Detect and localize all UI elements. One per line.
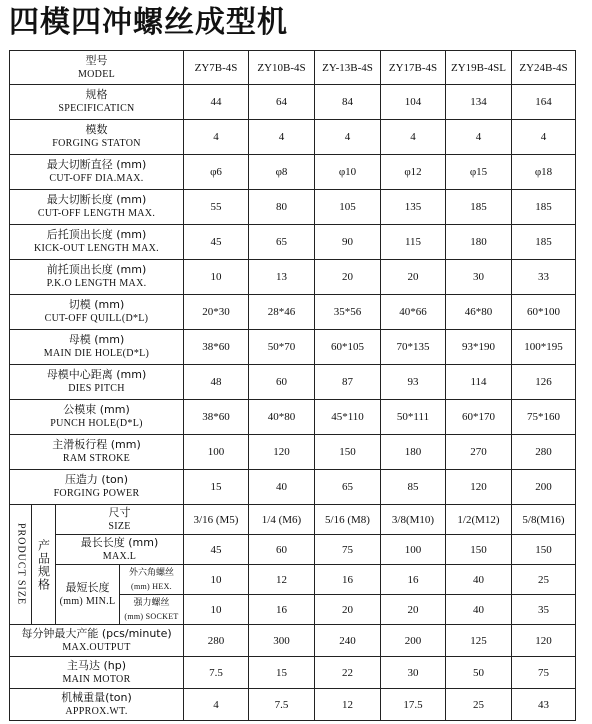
value-cell: 5/8(M16) — [512, 505, 576, 535]
value-cell: 93*190 — [446, 330, 512, 365]
spec-row — [10, 400, 576, 435]
value-cell: 100*195 — [512, 330, 576, 365]
spec-table — [9, 50, 576, 721]
row-label-zh: 每分钟最大产能 (pcs/minute) — [21, 626, 172, 640]
value-cell: 7.5 — [249, 689, 315, 721]
value-cell: 20 — [381, 260, 446, 295]
spec-row — [10, 225, 576, 260]
value-cell: 16 — [381, 565, 446, 595]
row-label-en: MAIN DIE HOLE(D*L) — [43, 348, 150, 359]
row-label — [10, 260, 184, 295]
maxlen-label-zh: 最长长度 (mm) — [80, 535, 159, 549]
socket-label-en: (mm) SOCKET — [124, 611, 179, 621]
row-label-zh: 切模 (mm) — [68, 298, 125, 311]
row-label-zh: 规格 — [85, 88, 108, 101]
spec-row — [10, 295, 576, 330]
value-cell: φ8 — [249, 155, 315, 190]
row-label-en: MAX.OUTPUT — [62, 641, 131, 653]
row-label — [10, 155, 184, 190]
hex-label — [120, 565, 184, 595]
model-header-en: MODEL — [77, 68, 116, 80]
value-cell: 43 — [512, 689, 576, 721]
row-label — [10, 657, 184, 689]
value-cell: 28*46 — [249, 295, 315, 330]
row-label-en: CUT-OFF LENGTH MAX. — [37, 208, 156, 219]
value-cell: 4 — [184, 689, 249, 721]
maxlen-label-en: MAX.L — [102, 550, 137, 562]
value-cell: 60*170 — [446, 400, 512, 435]
value-cell: 4 — [184, 120, 249, 155]
value-cell: 45 — [184, 225, 249, 260]
value-cell: 120 — [446, 470, 512, 505]
row-label-en: P.K.O LENGTH MAX. — [46, 278, 147, 289]
size-label-zh: 尺寸 — [108, 505, 131, 519]
value-cell: 17.5 — [381, 689, 446, 721]
spec-row — [10, 657, 576, 689]
size-label-en: SIZE — [108, 520, 131, 532]
value-cell: 40*80 — [249, 400, 315, 435]
hex-label-en: (mm) HEX. — [131, 581, 172, 591]
product-size-side-zh-cell — [32, 505, 56, 625]
row-label-zh: 压造力 (ton) — [64, 473, 129, 486]
minlen-label-en: (mm) MIN.L — [59, 595, 116, 607]
value-cell: 40 — [249, 470, 315, 505]
socket-label-zh: 强力螺丝 — [133, 597, 170, 608]
value-cell: 60*105 — [315, 330, 381, 365]
value-cell: 40 — [446, 565, 512, 595]
row-label-en: RAM STROKE — [62, 453, 131, 464]
product-size-side — [10, 505, 32, 625]
value-cell: 25 — [512, 565, 576, 595]
value-cell: 15 — [184, 470, 249, 505]
value-cell: 185 — [446, 190, 512, 225]
row-label-zh: 母模 (mm) — [68, 333, 125, 346]
value-cell: 150 — [512, 535, 576, 565]
value-cell: 35*56 — [315, 295, 381, 330]
value-cell: 115 — [381, 225, 446, 260]
value-cell: 65 — [315, 470, 381, 505]
value-cell: 185 — [512, 225, 576, 260]
size-label — [56, 505, 184, 535]
value-cell: 180 — [381, 435, 446, 470]
value-cell: 60*100 — [512, 295, 576, 330]
row-label-zh: 最大切断直径 (mm) — [46, 158, 147, 171]
row-label-en: APPROX.WT. — [65, 705, 128, 717]
value-cell: 33 — [512, 260, 576, 295]
value-cell: 280 — [184, 625, 249, 657]
row-label-zh: 模数 — [85, 123, 108, 136]
hex-label-zh: 外六角螺丝 — [128, 567, 174, 578]
value-cell: 45*110 — [315, 400, 381, 435]
row-label-en: CUT-OFF DIA.MAX. — [49, 173, 144, 184]
value-cell: 40*66 — [381, 295, 446, 330]
value-cell: 12 — [249, 565, 315, 595]
value-cell: 35 — [512, 595, 576, 625]
value-cell: 120 — [512, 625, 576, 657]
value-cell: 20 — [315, 260, 381, 295]
header-row — [10, 51, 576, 85]
row-label — [10, 330, 184, 365]
value-cell: 84 — [315, 85, 381, 120]
row-label-zh: 公模束 (mm) — [63, 403, 130, 416]
row-label — [10, 689, 184, 721]
value-cell: 90 — [315, 225, 381, 260]
value-cell: 38*60 — [184, 330, 249, 365]
value-cell: 135 — [381, 190, 446, 225]
value-cell: 4 — [446, 120, 512, 155]
spec-row — [10, 470, 576, 505]
value-cell: φ6 — [184, 155, 249, 190]
value-cell: 16 — [249, 595, 315, 625]
value-cell: 30 — [446, 260, 512, 295]
minlen-label — [56, 565, 120, 625]
value-cell: 10 — [184, 595, 249, 625]
model-header-zh: 型号 — [85, 53, 108, 67]
value-cell: 30 — [381, 657, 446, 689]
row-label — [10, 470, 184, 505]
spec-row — [10, 190, 576, 225]
row-label-zh: 主滑板行程 (mm) — [52, 438, 141, 451]
value-cell: 75 — [512, 657, 576, 689]
value-cell: 4 — [512, 120, 576, 155]
row-label-zh: 后托顶出长度 (mm) — [46, 228, 147, 241]
product-size-side-en: PRODUCT SIZE — [15, 523, 27, 606]
model-cell: ZY24B-4S — [512, 51, 576, 85]
value-cell: 300 — [249, 625, 315, 657]
value-cell: 20 — [381, 595, 446, 625]
value-cell: 1/2(M12) — [446, 505, 512, 535]
row-label-zh: 母模中心距离 (mm) — [46, 368, 147, 381]
value-cell: 48 — [184, 365, 249, 400]
value-cell: 93 — [381, 365, 446, 400]
row-label-en: CUT-OFF QUILL(D*L) — [44, 313, 149, 324]
row-label-en: PUNCH HOLE(D*L) — [50, 418, 143, 429]
value-cell: 60 — [249, 535, 315, 565]
row-label — [10, 225, 184, 260]
row-label-zh: 主马达 (hp) — [66, 658, 127, 672]
row-label-en: KICK-OUT LENGTH MAX. — [34, 243, 159, 254]
value-cell: 150 — [446, 535, 512, 565]
value-cell: 60 — [249, 365, 315, 400]
value-cell: 7.5 — [184, 657, 249, 689]
value-cell: 75*160 — [512, 400, 576, 435]
value-cell: 105 — [315, 190, 381, 225]
value-cell: 240 — [315, 625, 381, 657]
spec-row — [10, 260, 576, 295]
spec-row — [10, 689, 576, 721]
value-cell: 150 — [315, 435, 381, 470]
value-cell: 55 — [184, 190, 249, 225]
value-cell: 20 — [315, 595, 381, 625]
value-cell: 185 — [512, 190, 576, 225]
socket-label — [120, 595, 184, 625]
row-label-zh: 前托顶出长度 (mm) — [46, 263, 147, 276]
page-title: 四模四冲螺丝成型机 — [9, 5, 288, 40]
spec-row — [10, 120, 576, 155]
value-cell: 50*70 — [249, 330, 315, 365]
row-label-en: FORGING POWER — [53, 488, 140, 499]
maxlen-row — [10, 535, 576, 565]
value-cell: 5/16 (M8) — [315, 505, 381, 535]
row-label — [10, 365, 184, 400]
value-cell: 15 — [249, 657, 315, 689]
minlen-label-zh: 最短长度 — [65, 580, 110, 594]
value-cell: 12 — [315, 689, 381, 721]
spec-row — [10, 85, 576, 120]
value-cell: 100 — [381, 535, 446, 565]
model-header-cell — [10, 51, 184, 85]
value-cell: 87 — [315, 365, 381, 400]
value-cell: 104 — [381, 85, 446, 120]
value-cell: 10 — [184, 260, 249, 295]
value-cell: 38*60 — [184, 400, 249, 435]
value-cell: φ18 — [512, 155, 576, 190]
row-label — [10, 190, 184, 225]
value-cell: 50 — [446, 657, 512, 689]
spec-row — [10, 365, 576, 400]
row-label-zh: 机械重量(ton) — [61, 690, 132, 704]
value-cell: 126 — [512, 365, 576, 400]
value-cell: 70*135 — [381, 330, 446, 365]
value-cell: 10 — [184, 565, 249, 595]
model-cell: ZY7B-4S — [184, 51, 249, 85]
value-cell: 114 — [446, 365, 512, 400]
row-label — [10, 625, 184, 657]
value-cell: 64 — [249, 85, 315, 120]
value-cell: 200 — [512, 470, 576, 505]
model-cell: ZY19B-4SL — [446, 51, 512, 85]
value-cell: 100 — [184, 435, 249, 470]
value-cell: 25 — [446, 689, 512, 721]
value-cell: 45 — [184, 535, 249, 565]
model-cell: ZY-13B-4S — [315, 51, 381, 85]
value-cell: 40 — [446, 595, 512, 625]
spec-row — [10, 155, 576, 190]
value-cell: 4 — [381, 120, 446, 155]
row-label-en: MAIN MOTOR — [62, 673, 131, 685]
value-cell: 164 — [512, 85, 576, 120]
row-label-en: SPECIFICATICN — [58, 103, 135, 114]
value-cell: 85 — [381, 470, 446, 505]
value-cell: 4 — [249, 120, 315, 155]
value-cell: 3/16 (M5) — [184, 505, 249, 535]
value-cell: 20*30 — [184, 295, 249, 330]
row-label-zh: 最大切断长度 (mm) — [46, 193, 147, 206]
size-row — [10, 505, 576, 535]
value-cell: 1/4 (M6) — [249, 505, 315, 535]
row-label — [10, 295, 184, 330]
value-cell: 16 — [315, 565, 381, 595]
value-cell: 134 — [446, 85, 512, 120]
value-cell: 13 — [249, 260, 315, 295]
maxlen-label — [56, 535, 184, 565]
value-cell: 44 — [184, 85, 249, 120]
value-cell: 200 — [381, 625, 446, 657]
value-cell: 3/8(M10) — [381, 505, 446, 535]
value-cell: 75 — [315, 535, 381, 565]
spec-row — [10, 625, 576, 657]
value-cell: φ15 — [446, 155, 512, 190]
value-cell: 65 — [249, 225, 315, 260]
value-cell: 120 — [249, 435, 315, 470]
value-cell: 270 — [446, 435, 512, 470]
product-size-side-zh: 产品规格 — [36, 538, 51, 591]
value-cell: 280 — [512, 435, 576, 470]
value-cell: 125 — [446, 625, 512, 657]
value-cell: 180 — [446, 225, 512, 260]
model-cell: ZY10B-4S — [249, 51, 315, 85]
spec-row — [10, 435, 576, 470]
value-cell: φ10 — [315, 155, 381, 190]
value-cell: φ12 — [381, 155, 446, 190]
model-cell: ZY17B-4S — [381, 51, 446, 85]
spec-row — [10, 330, 576, 365]
value-cell: 80 — [249, 190, 315, 225]
value-cell: 4 — [315, 120, 381, 155]
row-label — [10, 120, 184, 155]
value-cell: 50*111 — [381, 400, 446, 435]
row-label — [10, 400, 184, 435]
value-cell: 46*80 — [446, 295, 512, 330]
minlen-hex-row — [10, 565, 576, 595]
row-label-en: FORGING STATON — [52, 138, 141, 149]
value-cell: 22 — [315, 657, 381, 689]
row-label-en: DIES PITCH — [68, 383, 125, 394]
row-label — [10, 435, 184, 470]
row-label — [10, 85, 184, 120]
